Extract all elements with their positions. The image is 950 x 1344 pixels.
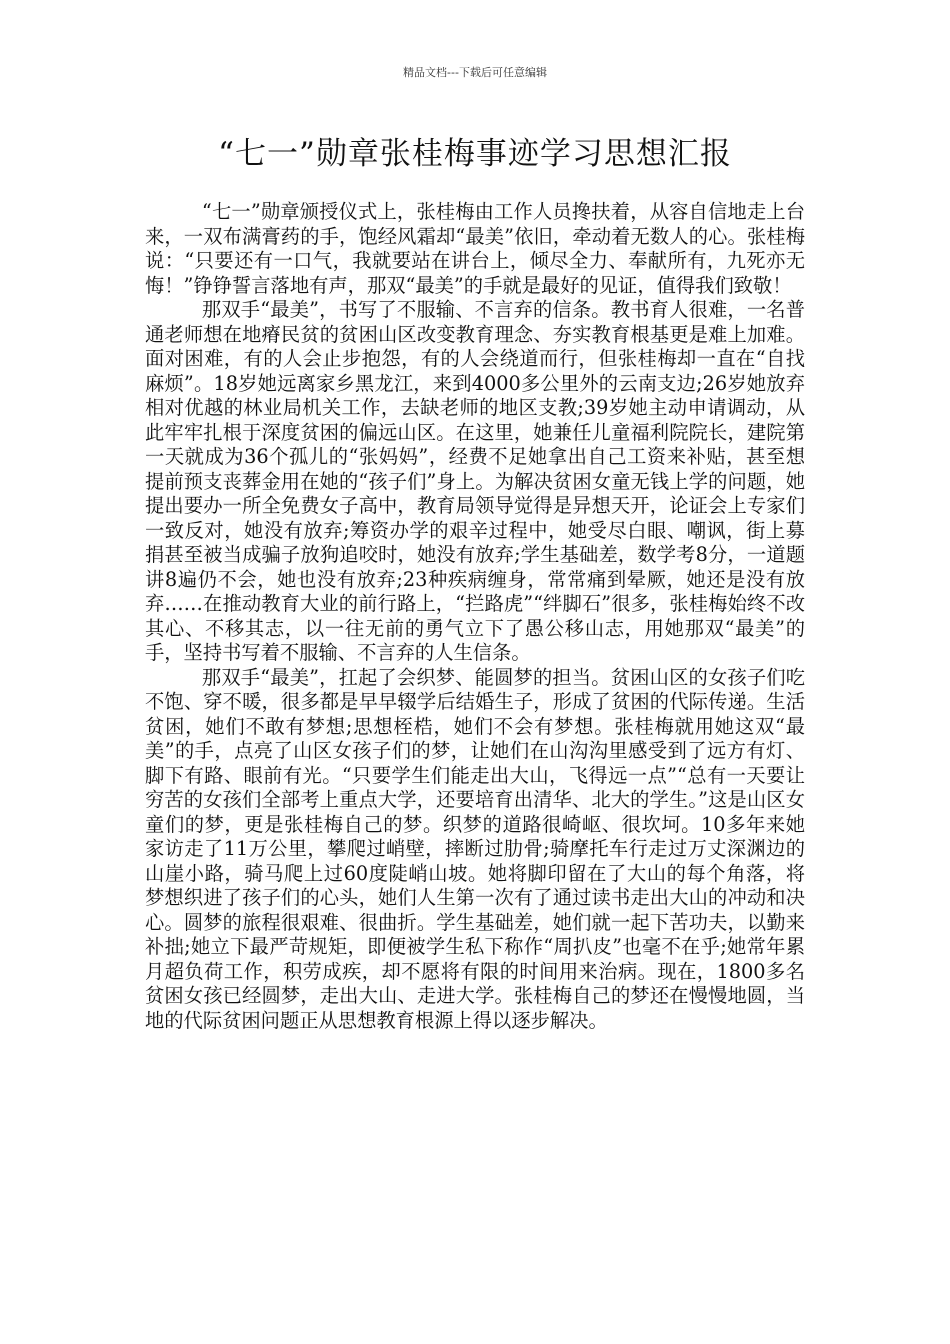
page-title: “七一”勋章张桂梅事迹学习思想汇报: [218, 136, 732, 172]
paragraph: “七一”勋章颁授仪式上，张桂梅由工作人员搀扶着，从容自信地走上台来，一双布满膏药的手，饱经风霜却“最美”依旧，牵动着无数人的心。张桂梅说：“只要还有一口气，我就要站在讲台上，倾尽全力、奉献所有，九死亦无悔！”铮铮誓言落地有声，那双“最美”的手就是最好的见证，值得我们致敬！: [145, 200, 805, 297]
paragraph: 那双手“最美”，扛起了会织梦、能圆梦的担当。贫困山区的女孩子们吃不饱、穿不暖，很多都是早早辍学后结婚生子，形成了贫困的代际传递。生活贫困，她们不敢有梦想;思想桎梏，她们不会有梦想。张桂梅就用她这双“最美”的手，点亮了山区女孩子们的梦，让她们在山沟沟里感受到了远方有灯、脚下有路、眼前有光。“只要学生们能走出大山，飞得远一点”“总有一天要让穷苦的女孩们全部考上重点大学，还要培育出清华、北大的学生。”这是山区女童们的梦，更是张桂梅自己的梦。织梦的道路很崎岖、很坎坷。10多年来她家访走了11万公里，攀爬过峭壁，摔断过肋骨;骑摩托车行走过万丈深渊边的山崖小路，骑马爬上过60度陡峭山坡。她将脚印留在了大山的每个角落，将梦想织进了孩子们的心头，她们人生第一次有了通过读书走出大山的冲动和决心。圆梦的旅程很艰难、很曲折。学生基础差，她们就一起下苦功夫，以勤来补拙;她立下最严苛规矩，即便被学生私下称作“周扒皮”也毫不在乎;她常年累月超负荷工作，积劳成疾，却不愿将有限的时间用来治病。现在，1800多名贫困女孩已经圆梦，走出大山、走进大学。张桂梅自己的梦还在慢慢地圆，当地的代际贫困问题正从思想教育根源上得以逐步解决。: [145, 665, 805, 1032]
document-body: [145, 200, 805, 1033]
paragraph: 那双手“最美”，书写了不服输、不言弃的信条。教书育人很难，一名普通老师想在地瘠民贫的贫困山区改变教育理念、夯实教育根基更是难上加难。面对困难，有的人会止步抱怨，有的人会绕道而行，但张桂梅却一直在“自找麻烦”。18岁她远离家乡黑龙江，来到4000多公里外的云南支边;26岁她放弃相对优越的林业局机关工作，去缺老师的地区支教;39岁她主动申请调动，从此牢牢扎根于深度贫困的偏远山区。在这里，她兼任儿童福利院院长，建院第一天就成为36个孤儿的“张妈妈”，经费不足她拿出自己工资来补贴，甚至想提前预支丧葬金用在她的“孩子们”身上。为解决贫困女童无钱上学的问题，她提出要办一所全免费女子高中，教育局领导觉得是异想天开，论证会上专家们一致反对，她没有放弃;筹资办学的艰辛过程中，她受尽白眼、嘲讽，街上募捐甚至被当成骗子放狗追咬时，她没有放弃;学生基础差，数学考8分，一道题讲8遍仍不会，她也没有放弃;23种疾病缠身，常常痛到晕厥，她还是没有放弃……在推动教育大业的前行路上，“拦路虎”“绊脚石”很多，张桂梅始终不改其心、不移其志，以一往无前的勇气立下了愚公移山志，用她那双“最美”的手，坚持书写着不服输、不言弃的人生信条。: [145, 298, 805, 664]
header-note: 精品文档---下载后可任意编辑: [403, 66, 547, 79]
